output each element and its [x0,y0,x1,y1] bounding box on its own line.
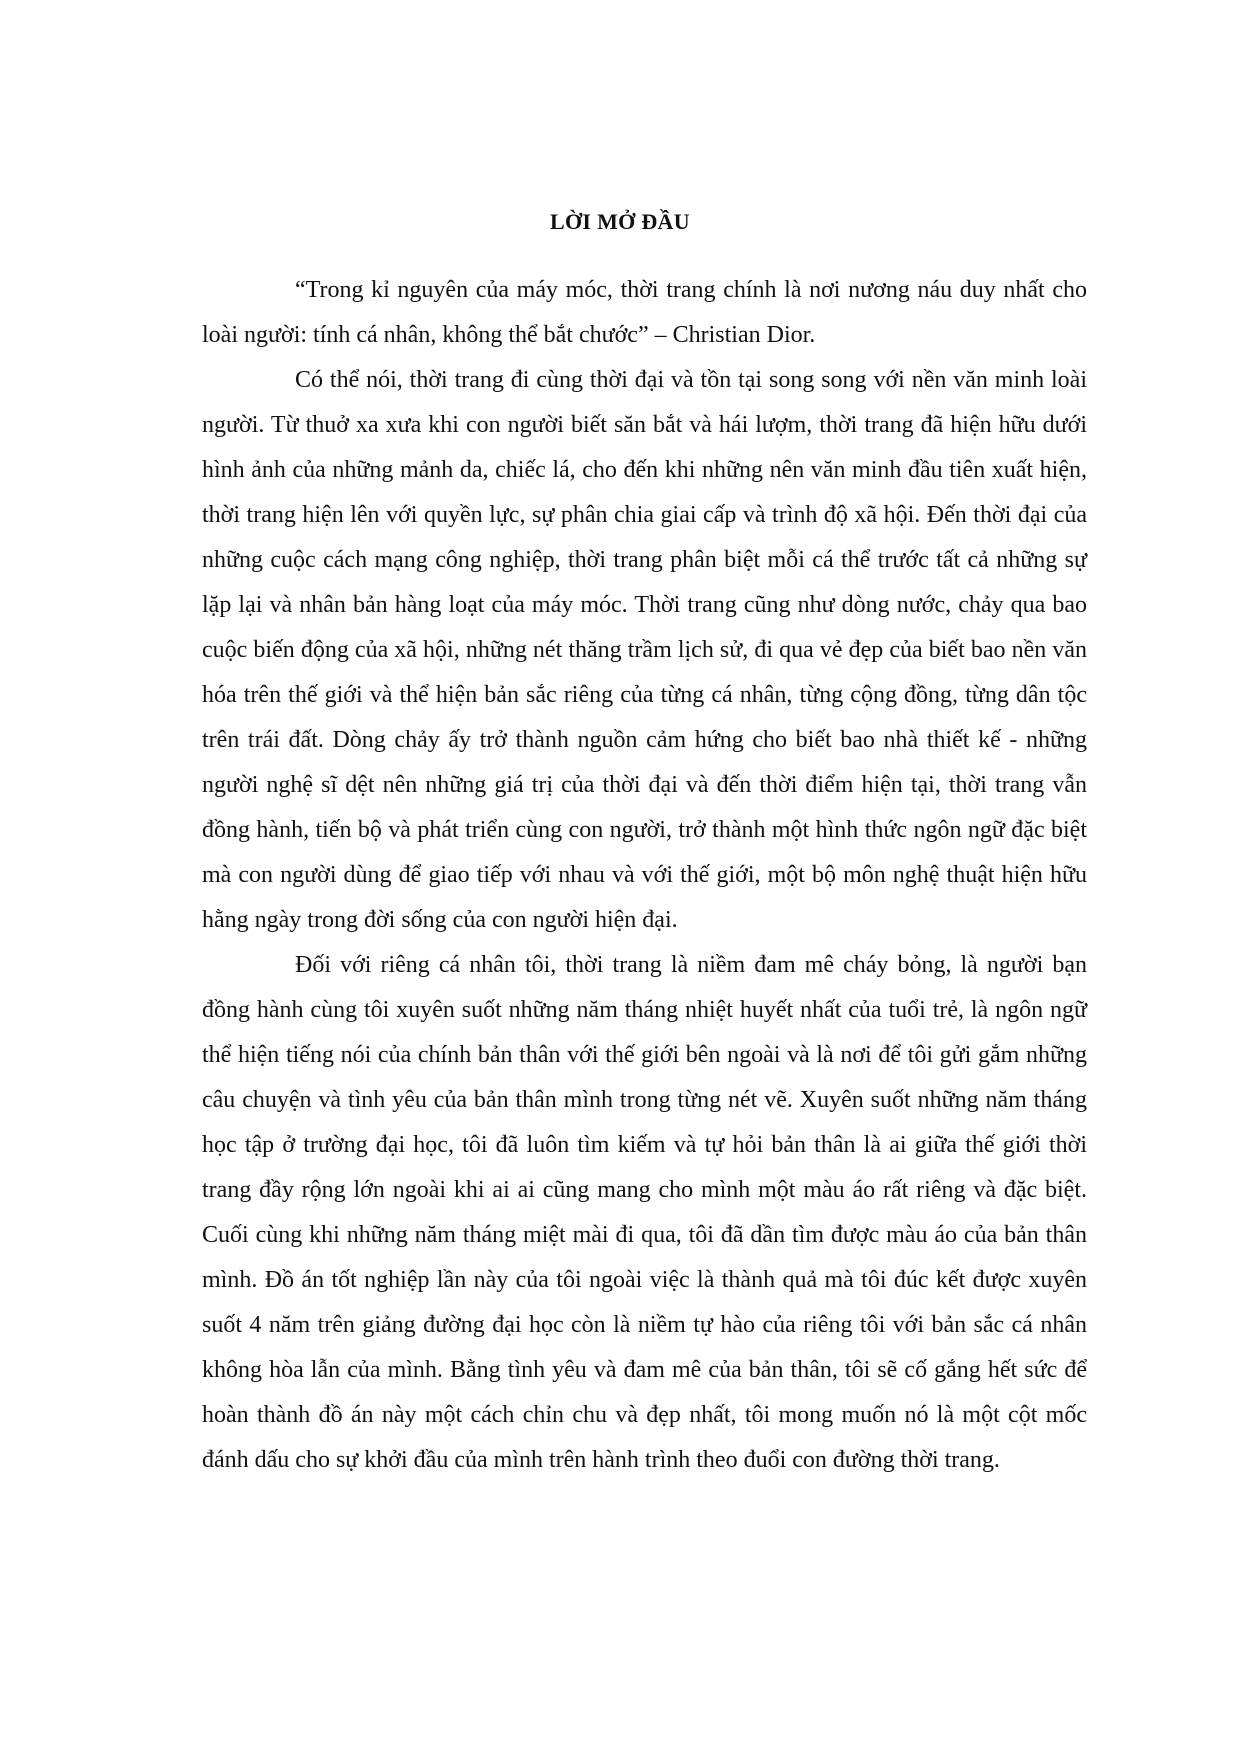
paragraph-quote: “Trong kỉ nguyên của máy móc, thời trang chính là nơi nương náu duy nhất cho loài người: tính cá nhân, không thể bắt chước” – Christian Dior. [202,277,1087,348]
page-title: LỜI MỞ ĐẦU [550,209,690,234]
document-body [202,268,1087,1483]
paragraph-fashion-history: Có thể nói, thời trang đi cùng thời đại và tồn tại song song với nền văn minh loài người. Từ thuở xa xưa khi con người biết săn bắt và hái lượm, thời trang đã hiện hữu dưới hình ảnh của những mảnh da, chiếc lá, cho đến khi những nên văn minh đầu tiên xuất hiện, thời trang hiện lên với quyền lực, sự phân chia giai cấp và trình độ xã hội. Đến thời đại của những cuộc cách mạng công nghiệp, thời trang phân biệt mỗi cá thể trước tất cả những sự lặp lại và nhân bản hàng loạt của máy móc. Thời trang cũng như dòng nước, chảy qua bao cuộc biến động của xã hội, những nét thăng trầm lịch sử, đi qua vẻ đẹp của biết bao nền văn hóa trên thế giới và thể hiện bản sắc riêng của từng cá nhân, từng cộng đồng, từng dân tộc trên trái đất. Dòng chảy ấy trở thành nguồn cảm hứng cho biết bao nhà thiết kế - những người nghệ sĩ dệt nên những giá trị của thời đại và đến thời điểm hiện tại, thời trang vẫn đồng hành, tiến bộ và phát triển cùng con người, trở thành một hình thức ngôn ngữ đặc biệt mà con người dùng để giao tiếp với nhau và với thế giới, một bộ môn nghệ thuật hiện hữu hằng ngày trong đời sống của con người hiện đại. [202,367,1087,933]
paragraph-personal: Đối với riêng cá nhân tôi, thời trang là niềm đam mê cháy bỏng, là người bạn đồng hành cùng tôi xuyên suốt những năm tháng nhiệt huyết nhất của tuổi trẻ, là ngôn ngữ thể hiện tiếng nói của chính bản thân với thế giới bên ngoài và là nơi để tôi gửi gắm những câu chuyện và tình yêu của bản thân mình trong từng nét vẽ. Xuyên suốt những năm tháng học tập ở trường đại học, tôi đã luôn tìm kiếm và tự hỏi bản thân là ai giữa thế giới thời trang đầy rộng lớn ngoài khi ai ai cũng mang cho mình một màu áo rất riêng và đặc biệt. Cuối cùng khi những năm tháng miệt mài đi qua, tôi đã dần tìm được màu áo của bản thân mình. Đồ án tốt nghiệp lần này của tôi ngoài việc là thành quả mà tôi đúc kết được xuyên suốt 4 năm trên giảng đường đại học còn là niềm tự hào của riêng tôi với bản sắc cá nhân không hòa lẫn của mình. Bằng tình yêu và đam mê của bản thân, tôi sẽ cố gắng hết sức để hoàn thành đồ án này một cách chỉn chu và đẹp nhất, tôi mong muốn nó là một cột mốc đánh dấu cho sự khởi đầu của mình trên hành trình theo đuổi con đường thời trang. [202,952,1087,1473]
